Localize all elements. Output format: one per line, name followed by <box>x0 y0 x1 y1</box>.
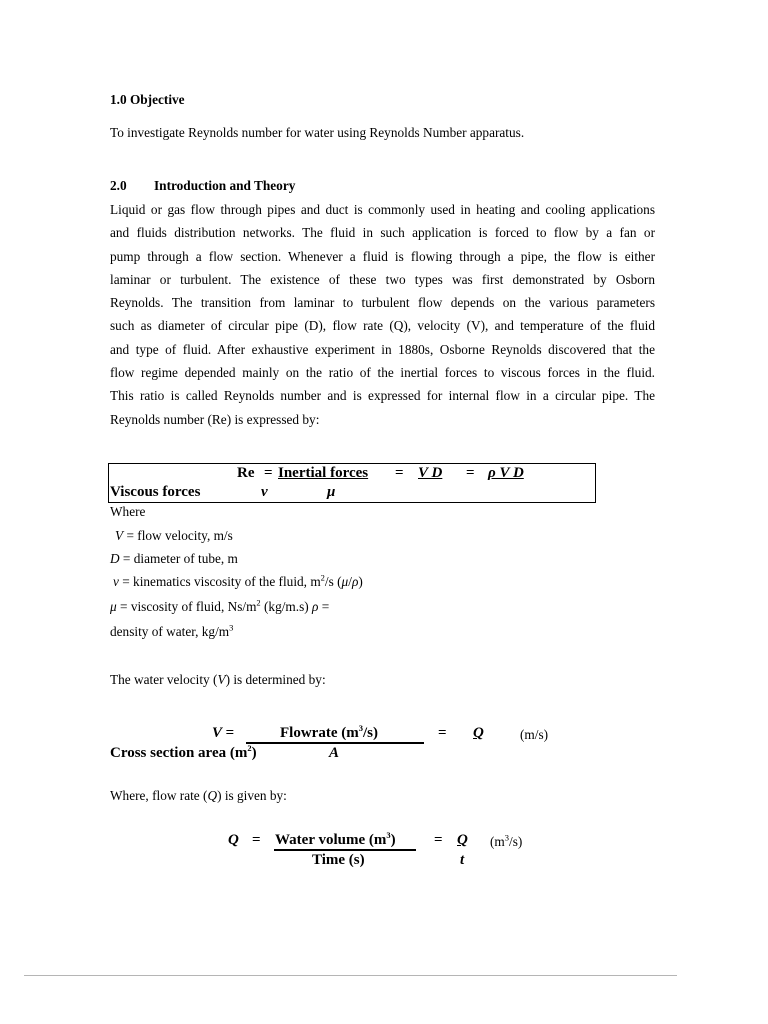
paragraph-line: and type of fluid. After exhaustive experiment in 1880s, Osborne Reynolds discovered that the <box>110 341 655 357</box>
fraction-bar <box>246 742 424 744</box>
paragraph-line: Reynolds. The transition from laminar to turbulent flow depends on the various parameters <box>110 295 655 311</box>
viscous-forces-label: Viscous forces <box>110 484 201 500</box>
equals-sign: = <box>395 465 404 481</box>
flowrate-numerator: Flowrate $(m^3/s)$ <box>280 723 378 741</box>
vd-numerator: V D <box>418 465 443 481</box>
paragraph-line: flow regime depended mainly on the ratio of the inertial forces to viscous forces in the fluid. <box>110 365 655 381</box>
area-denominator: A <box>329 745 340 761</box>
velocity-lhs: V = <box>212 725 235 741</box>
velocity-definition: V = flow velocity, m/s <box>115 528 233 543</box>
equals-sign: = <box>252 832 261 848</box>
intro-paragraph <box>110 198 655 431</box>
paragraph-line: laminar or turbulent. The existence of these two types was first demonstrated by Osborn <box>110 271 655 287</box>
re-symbol: Re <box>237 465 255 481</box>
flowrate-intro: Where, flow rate (Q) is given by: <box>110 788 287 803</box>
time-denominator: Time (s) <box>312 852 365 868</box>
diameter-definition: D = diameter of tube, m <box>110 551 238 566</box>
nu-denominator: v <box>261 484 268 500</box>
t-denominator: t <box>460 852 465 868</box>
equals-sign: = <box>264 465 273 481</box>
flowrate-lhs: Q <box>228 832 239 848</box>
velocity-intro: The water velocity (V) is determined by: <box>110 672 326 687</box>
viscosity-definition: μ = viscosity of fluid, $Ns/m^2$ (kg/m.s) ρ = <box>110 597 330 614</box>
q-numerator: Q <box>457 832 468 848</box>
equals-sign: = <box>434 832 443 848</box>
mu-denominator: μ <box>327 484 336 500</box>
intro-heading: Introduction and Theory <box>154 178 296 193</box>
equals-sign: = <box>466 465 475 481</box>
fraction-bar <box>274 849 416 851</box>
paragraph-line: Liquid or gas flow through pipes and duct is commonly used in heating and cooling applications <box>110 202 655 217</box>
objective-heading: 1.0 Objective <box>110 92 185 107</box>
paragraph-line: such as diameter of circular pipe (D), flow rate (Q), velocity (V), and temperature of the fluid <box>110 318 655 334</box>
density-definition: density of water, $kg/m^3$ <box>110 622 234 639</box>
rho-vd-numerator: ρ V D <box>488 465 524 481</box>
paragraph-line: Reynolds number (Re) is expressed by: <box>110 411 320 427</box>
paragraph-line: This ratio is called Reynolds number and is expressed for internal flow in a circular pipe. The <box>110 388 655 404</box>
kinematic-viscosity-definition: v = kinematics viscosity of the fluid, $m^2/s$ (μ/ρ) <box>113 572 363 589</box>
paragraph-line: pump through a flow section. Whenever a fluid is flowing through a pipe, the flow is either <box>110 248 655 264</box>
equals-sign: = <box>438 725 447 741</box>
intro-heading-number: 2.0 <box>110 178 127 193</box>
q-numerator: Q <box>473 725 484 741</box>
velocity-unit: (m/s) <box>520 727 549 742</box>
inertial-forces-label: Inertial forces <box>278 465 369 481</box>
flowrate-unit: $(m^3/s)$ <box>490 832 523 849</box>
where-label: Where <box>110 504 146 519</box>
water-volume-numerator: Water volume $(m^3)$ <box>275 830 396 848</box>
cross-section-area-label: Cross section area $(m^2)$ <box>110 743 257 761</box>
objective-text: To investigate Reynolds number for water using Reynolds Number apparatus. <box>110 125 525 140</box>
paragraph-line: and fluids distribution networks. The fluid in such application is forced to flow by a fan or <box>110 225 655 241</box>
page-footer-divider <box>24 975 677 976</box>
